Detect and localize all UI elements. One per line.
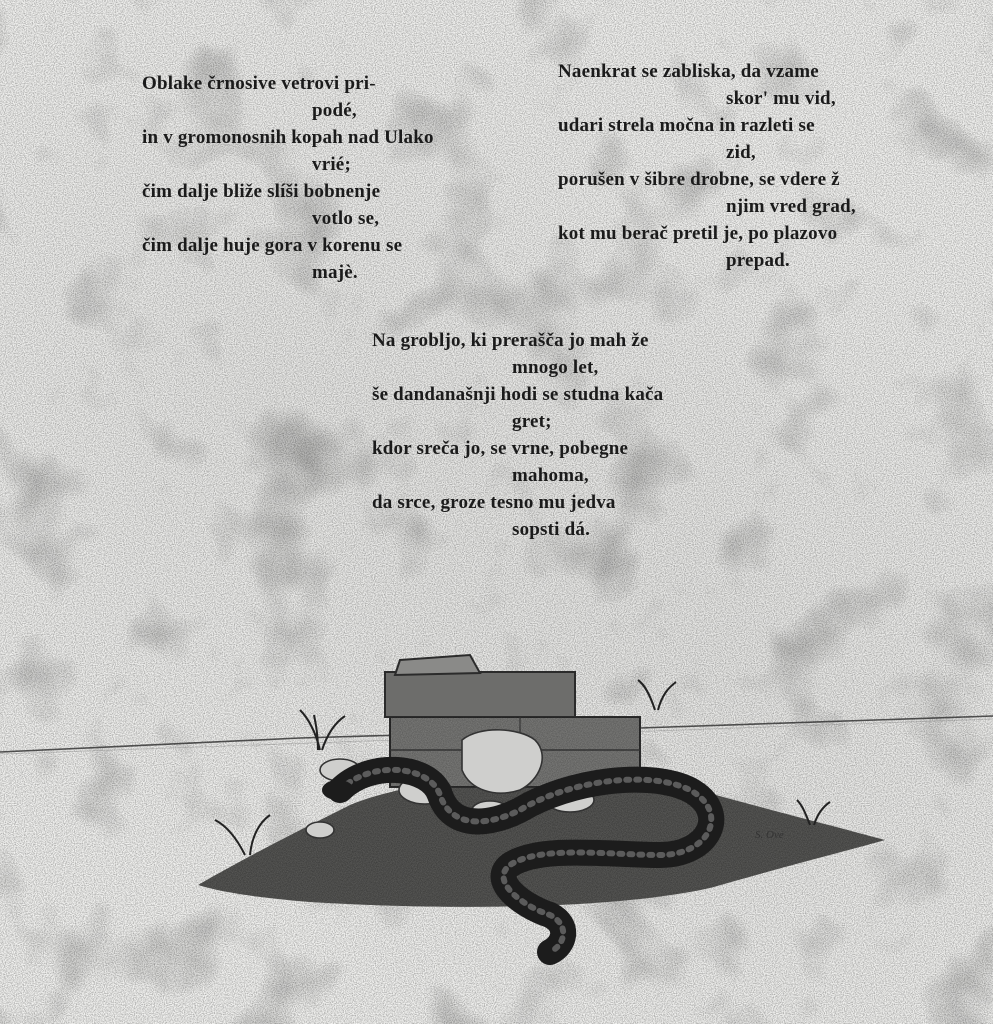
verse-line-continuation: podé,: [312, 100, 357, 121]
verse-line-continuation: sopsti dá.: [512, 519, 591, 540]
verse-line-continuation: prepad.: [726, 250, 790, 271]
verse-line-continuation: skor' mu vid,: [726, 88, 836, 109]
stanza-3: [372, 327, 722, 543]
verse-line: porušen v šibre drobne, se vdere ž: [558, 169, 840, 190]
verse-line: Na groblјo, ki prerašča jo mah že: [372, 330, 649, 351]
verse-line: Oblake črnosive vetrovi pri-: [142, 73, 376, 94]
verse-line-continuation: mahoma,: [512, 465, 589, 486]
verse-line-continuation: njim vred grad,: [726, 196, 856, 217]
illustration-signature: S. Ove: [755, 829, 784, 841]
verse-line-continuation: votlo se,: [312, 208, 380, 229]
verse-line-continuation: vrié;: [312, 154, 351, 175]
verse-line: še dandanašnji hodi se studna kača: [372, 384, 664, 405]
verse-line: udari strela močna in razleti se: [558, 115, 815, 136]
verse-line: kot mu berač pretil je, po plazovo: [558, 223, 838, 244]
verse-line-continuation: majè.: [312, 262, 358, 283]
verse-line: Naenkrat se zabliska, da vzame: [558, 61, 819, 82]
verse-line: in v gromonosnih kopah nad Ulako: [142, 127, 434, 148]
verse-line: čim dalje bliže slíši bobnenje: [142, 181, 381, 202]
verse-line: da srce, groze tesno mu jedva: [372, 492, 616, 513]
verse-line: kdor sreča jo, se vrne, pobegne: [372, 438, 629, 459]
stanza-2: [558, 58, 908, 274]
verse-line-continuation: mnogo let,: [512, 357, 599, 378]
verse-line-continuation: gret;: [512, 411, 552, 432]
stanza-1: [142, 70, 482, 286]
verse-line: čim dalje huje gora v korenu se: [142, 235, 403, 256]
verse-line-continuation: zid,: [726, 142, 756, 163]
snake-ruins-illustration: [190, 640, 890, 970]
